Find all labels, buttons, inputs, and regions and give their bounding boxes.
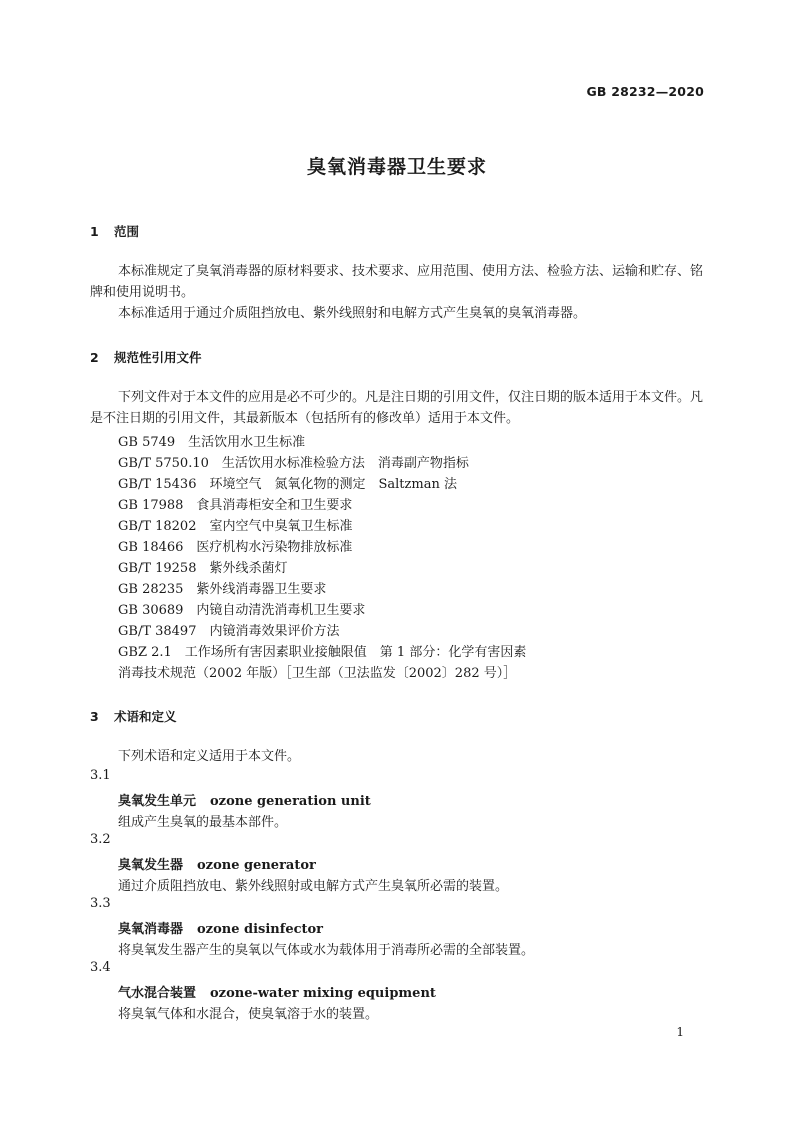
reference-item: GB 18466 医疗机构水污染物排放标准	[118, 540, 353, 555]
term-definition: 组成产生臭氧的最基本部件。	[118, 815, 288, 830]
section-title: 规范性引用文件	[114, 350, 202, 365]
document-title: 臭氧消毒器卫生要求	[306, 156, 487, 178]
reference-item: GB/T 38497 内镜消毒效果评价方法	[118, 624, 340, 639]
reference-item: GB 5749 生活饮用水卫生标准	[118, 435, 306, 450]
term-heading	[118, 854, 316, 873]
paragraph-text: 本标准规定了臭氧消毒器的原材料要求、技术要求、应用范围、使用方法、检验方法、运输和贮存、铭牌和使用说明书。	[90, 264, 704, 300]
term-heading	[118, 982, 436, 1001]
reference-item: 消毒技术规范（2002 年版）［卫生部（卫法监发〔2002〕282 号）］	[118, 666, 517, 681]
section-title: 范围	[114, 224, 140, 239]
term-en: ozone-water mixing equipment	[210, 986, 436, 1001]
term-heading	[118, 790, 371, 809]
section-number: 1	[90, 224, 99, 239]
term-number: 3.2	[90, 832, 111, 847]
reference-item: GBZ 2.1 工作场所有害因素职业接触限值 第 1 部分：化学有害因素	[118, 645, 527, 660]
term-definition: 通过介质阻挡放电、紫外线照射或电解方式产生臭氧所必需的装置。	[118, 879, 509, 894]
reference-item: GB/T 18202 室内空气中臭氧卫生标准	[118, 519, 353, 534]
section-2-heading	[90, 348, 202, 366]
section-title: 术语和定义	[114, 709, 177, 724]
reference-item: GB/T 15436 环境空气 氮氧化物的测定 Saltzman 法	[118, 477, 457, 492]
term-definition: 将臭氧发生器产生的臭氧以气体或水为载体用于消毒所必需的全部装置。	[118, 943, 535, 958]
reference-item: GB 17988 食具消毒柜安全和卫生要求	[118, 498, 353, 513]
term-zh: 气水混合装置	[118, 986, 197, 1001]
section-number: 2	[90, 350, 99, 365]
term-zh: 臭氧发生器	[118, 858, 184, 873]
section-1-paragraph-2	[90, 303, 706, 324]
paragraph-text: 下列文件对于本文件的应用是必不可少的。凡是注日期的引用文件，仅注日期的版本适用于本文件。凡是不注日期的引用文件，其最新版本（包括所有的修改单）适用于本文件。	[90, 390, 704, 426]
term-number: 3.1	[90, 768, 111, 783]
reference-item: GB/T 19258 紫外线杀菌灯	[118, 561, 288, 576]
term-number: 3.3	[90, 896, 111, 911]
reference-item: GB 30689 内镜自动清洗消毒机卫生要求	[118, 603, 366, 618]
section-2-intro	[90, 387, 706, 429]
term-en: ozone disinfector	[197, 922, 324, 937]
page-number: 1	[676, 1025, 684, 1039]
term-definition: 将臭氧气体和水混合，使臭氧溶于水的装置。	[118, 1007, 379, 1022]
section-3-intro: 下列术语和定义适用于本文件。	[118, 749, 301, 764]
paragraph-text: 本标准适用于通过介质阻挡放电、紫外线照射和电解方式产生臭氧的臭氧消毒器。	[118, 306, 587, 321]
term-heading	[118, 918, 323, 937]
term-zh: 臭氧发生单元	[118, 794, 197, 809]
section-1-heading	[90, 222, 139, 240]
term-zh: 臭氧消毒器	[118, 922, 184, 937]
term-number: 3.4	[90, 960, 111, 975]
reference-item: GB 28235 紫外线消毒器卫生要求	[118, 582, 327, 597]
section-number: 3	[90, 709, 99, 724]
term-en: ozone generation unit	[210, 794, 371, 809]
reference-item: GB/T 5750.10 生活饮用水标准检验方法 消毒副产物指标	[118, 456, 469, 471]
section-3-heading	[90, 707, 177, 725]
term-en: ozone generator	[197, 858, 316, 873]
section-1-paragraph-1	[90, 261, 706, 303]
standard-number: GB 28232—2020	[586, 84, 704, 99]
